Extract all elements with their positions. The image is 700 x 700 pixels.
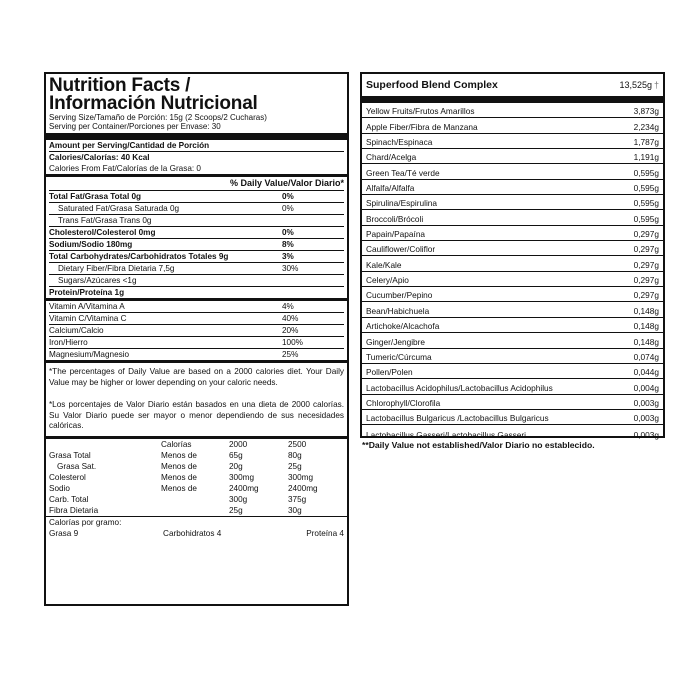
nutrient-name: Sodium/Sodio 180mg	[49, 240, 133, 249]
ingredient-amount: 0,595g	[633, 167, 659, 178]
nutrient-name: Total Fat/Grasa Total 0g	[49, 192, 142, 201]
ingredient-name: Celery/Apio	[366, 275, 409, 286]
protein-row	[49, 287, 344, 298]
ingredient-name: Alfalfa/Alfalfa	[366, 183, 415, 194]
reference-cell: 300g	[229, 494, 248, 504]
ingredient-row	[362, 287, 663, 302]
ingredient-name: Chlorophyll/Clorofila	[366, 397, 441, 408]
protein: Protein/Proteína 1g	[49, 288, 125, 297]
ingredient-row	[362, 364, 663, 379]
footnote-english: *The percentages of Daily Value are based on a 2000 calories diet. Your Daily Value may be higher or lower depending on your caloric needs.	[49, 367, 344, 387]
ingredient-amount: 0,297g	[633, 244, 659, 255]
ingredient-name: Papain/Papaína	[366, 229, 426, 240]
nutrient-name: Dietary Fiber/Fibra Dietaria 7,5g	[58, 264, 175, 273]
vitamin-list	[49, 301, 344, 360]
reference-cell: 375g	[288, 494, 307, 504]
vitamin-name: Iron/Hierro	[49, 338, 88, 347]
vitamin-name: Vitamin A/Vitamina A	[49, 302, 125, 311]
reference-cell: 65g	[229, 450, 243, 460]
amount-per-serving: Amount per Serving/Cantidad de Porción	[49, 141, 210, 150]
vitamin-name: Vitamin C/Vitamina C	[49, 314, 127, 323]
ingredient-row	[362, 410, 663, 425]
nutrient-name: Trans Fat/Grasa Trans 0g	[58, 216, 152, 225]
nutrient-row	[49, 203, 344, 215]
ingredient-amount: 0,595g	[633, 213, 659, 224]
reference-cell: 25g	[229, 505, 243, 515]
ingredient-row	[362, 103, 663, 118]
ingredient-amount: 0,004g	[633, 382, 659, 393]
servings-per-container: Serving per Container/Porciones per Envase: 30	[49, 122, 221, 131]
reference-cell: Colesterol	[49, 472, 86, 482]
calories-per-gram-label: Calorías por gramo:	[49, 517, 122, 527]
ingredient-amount: 0,148g	[633, 305, 659, 316]
ingredient-name: Kale/Kale	[366, 259, 402, 270]
reference-cell: 2000	[229, 439, 248, 449]
reference-cell	[161, 505, 229, 516]
nutrient-value: 3%	[282, 252, 294, 261]
reference-cell: Grasa Sat.	[57, 461, 97, 471]
vitamin-name: Calcium/Calcio	[49, 326, 104, 335]
ingredient-row	[362, 226, 663, 241]
ingredient-row	[362, 195, 663, 210]
ingredient-name: Cauliflower/Coliflor	[366, 244, 436, 255]
nutrient-row	[49, 227, 344, 239]
ingredient-row	[362, 379, 663, 394]
nutrient-row	[49, 275, 344, 287]
ingredient-row	[362, 118, 663, 133]
ingredient-amount: 0,297g	[633, 229, 659, 240]
ingredient-amount: 0,003g	[633, 413, 659, 424]
ingredient-amount: 0,297g	[633, 259, 659, 270]
vitamin-name: Magnesium/Magnesio	[49, 350, 130, 359]
nutrient-row	[49, 251, 344, 263]
nutrient-row	[49, 263, 344, 275]
nutrient-value: 8%	[282, 240, 294, 249]
calories-per-gram-row	[49, 528, 344, 539]
ingredient-row	[362, 302, 663, 317]
ingredient-row	[362, 210, 663, 225]
reference-row	[49, 483, 344, 494]
vitamin-row	[49, 301, 344, 313]
nutrient-value: 30%	[282, 264, 299, 273]
vitamin-value: 25%	[282, 350, 299, 359]
reference-cell: Menos de	[161, 450, 197, 460]
reference-row	[49, 450, 344, 461]
vitamin-row	[49, 325, 344, 337]
ingredient-amount: 0,074g	[633, 351, 659, 362]
serving-size: Serving Size/Tamaño de Porción: 15g (2 Scoops/2 Cucharas)	[49, 113, 267, 122]
ingredient-row	[362, 333, 663, 348]
divider-thick	[46, 133, 347, 140]
reference-cell	[161, 494, 229, 505]
ingredient-name: Lactobacillus Bulgaricus /Lactobacillus Bulgaricus	[366, 413, 549, 424]
ingredient-list	[362, 103, 663, 441]
reference-row	[49, 505, 344, 516]
ingredient-row	[362, 272, 663, 287]
dagger-symbol: †	[653, 80, 659, 90]
carbs-per-gram: Carbohidratos 4	[163, 528, 222, 538]
ingredient-row	[362, 180, 663, 195]
nutrition-facts-panel	[44, 72, 349, 606]
nutrition-facts-title	[49, 77, 344, 113]
reference-cell: 2400mg	[229, 483, 259, 493]
reference-cell: 2500	[288, 439, 307, 449]
daily-value-note: **Daily Value not established/Valor Diario no establecido.	[362, 440, 595, 450]
nutrient-value: 0%	[282, 228, 294, 237]
reference-cell: Calorías	[161, 439, 192, 449]
ingredient-amount: 0,595g	[633, 198, 659, 209]
nutrient-row	[49, 215, 344, 227]
ingredient-name: Lactobacillus Acidophilus/Lactobacillus Acidophilus	[366, 382, 553, 393]
title-line-2: Información Nutricional	[49, 93, 258, 114]
ingredient-amount: 0,297g	[633, 275, 659, 286]
ingredient-amount: 0,297g	[633, 290, 659, 301]
ingredient-name: Green Tea/Té verde	[366, 167, 440, 178]
nutrient-value	[282, 275, 344, 286]
nutrient-value	[282, 215, 344, 226]
calories-row	[49, 152, 344, 163]
nutrient-value: 0%	[282, 204, 294, 213]
ingredient-name: Apple Fiber/Fibra de Manzana	[366, 121, 478, 132]
ingredient-amount: 0,003g	[633, 429, 659, 440]
ingredient-name: Broccoli/Brócoli	[366, 213, 424, 224]
superfood-blend-title: Superfood Blend Complex	[366, 79, 498, 91]
amount-per-serving-row	[49, 140, 344, 152]
ingredient-name: Artichoke/Alcachofa	[366, 321, 440, 332]
reference-cell: Menos de	[161, 483, 197, 493]
vitamin-value: 40%	[282, 314, 299, 323]
ingredient-amount: 0,148g	[633, 321, 659, 332]
nutrient-name: Sugars/Azúcares <1g	[58, 276, 137, 285]
protein-per-gram: Proteína 4	[306, 528, 344, 538]
ingredient-row	[362, 164, 663, 179]
ingredient-amount: 1,191g	[633, 152, 659, 163]
superfood-blend-panel	[360, 72, 665, 438]
nutrient-name: Saturated Fat/Grasa Saturada 0g	[58, 204, 180, 213]
ingredient-name: Tumeric/Cúrcuma	[366, 351, 432, 362]
vitamin-row	[49, 349, 344, 360]
vitamin-row	[49, 313, 344, 325]
ingredient-row	[362, 395, 663, 410]
fat-per-gram: Grasa 9	[49, 528, 79, 538]
nutrient-row	[49, 191, 344, 203]
ingredient-amount: 0,148g	[633, 336, 659, 347]
nutrient-list	[49, 191, 344, 287]
ingredient-row	[362, 318, 663, 333]
ingredient-row	[362, 134, 663, 149]
reference-cell: 2400mg	[288, 483, 318, 493]
reference-cell: Carb. Total	[49, 494, 89, 504]
ingredient-name: Bean/Habichuela	[366, 305, 430, 316]
nutrient-name: Cholesterol/Colesterol 0mg	[49, 228, 156, 237]
ingredient-amount: 0,595g	[633, 183, 659, 194]
ingredient-name: Spirulina/Espirulina	[366, 198, 438, 209]
vitamin-value: 20%	[282, 326, 299, 335]
ingredient-name: Ginger/Jengibre	[366, 336, 426, 347]
ingredient-name: Pollen/Polen	[366, 367, 413, 378]
reference-cell: Sodio	[49, 483, 70, 493]
reference-cell: 80g	[288, 450, 302, 460]
vitamin-value: 100%	[282, 338, 303, 347]
ingredient-name: Cucumber/Pepino	[366, 290, 433, 301]
ingredient-amount: 2,234g	[633, 121, 659, 132]
reference-cell: 300mg	[288, 472, 314, 482]
reference-cell: 20g	[229, 461, 243, 471]
reference-row	[49, 461, 344, 472]
ingredient-amount: 0,003g	[633, 397, 659, 408]
reference-cell: Fibra Dietaria	[49, 505, 99, 515]
reference-cell: 25g	[288, 461, 302, 471]
reference-cell: Grasa Total	[49, 450, 91, 460]
ingredient-name: Chard/Acelga	[366, 152, 417, 163]
nutrient-row	[49, 239, 344, 251]
calories-from-fat: Calories From Fat/Calorías de la Grasa: 0	[49, 164, 201, 173]
ingredient-row	[362, 256, 663, 271]
vitamin-row	[49, 337, 344, 349]
nutrient-name: Total Carbohydrates/Carbohidratos Totales 9g	[49, 252, 229, 261]
reference-cell: Menos de	[161, 461, 197, 471]
daily-value-header: % Daily Value/Valor Diario*	[49, 177, 344, 191]
ingredient-name: Lactobacillus Gasseri/Lactobacillus Gasseri	[366, 429, 527, 440]
ingredient-amount: 3,873g	[633, 106, 659, 117]
superfood-blend-total: 13,525g	[619, 80, 652, 90]
title-line-1: Nutrition Facts /	[49, 75, 191, 96]
ingredient-row	[362, 241, 663, 256]
superfood-blend-header	[362, 74, 663, 103]
reference-cell: 30g	[288, 505, 302, 515]
vitamin-value: 4%	[282, 302, 294, 311]
ingredient-row	[362, 149, 663, 164]
ingredient-amount: 0,044g	[633, 367, 659, 378]
nutrient-value: 0%	[282, 192, 294, 201]
ingredient-row	[362, 425, 663, 440]
ingredient-name: Yellow Fruits/Frutos Amarillos	[366, 106, 475, 117]
calories: Calories/Calorías: 40 Kcal	[49, 153, 150, 162]
ingredient-row	[362, 349, 663, 364]
superfood-blend-total-wrap	[619, 80, 659, 90]
footnote-spanish: *Los porcentajes de Valor Diario están basados en una dieta de 2000 calorías. Su Valor Diario puede ser mayor o menor dependiendo de sus necesidades calóricas.	[49, 400, 344, 430]
calories-from-fat-row	[49, 163, 344, 174]
ingredient-name: Spinach/Espinaca	[366, 137, 433, 148]
reference-header-row	[49, 439, 344, 450]
reference-row	[49, 472, 344, 483]
ingredient-amount: 1,787g	[633, 137, 659, 148]
reference-cell: 300mg	[229, 472, 255, 482]
reference-cell	[49, 439, 161, 450]
reference-table	[49, 439, 344, 516]
reference-cell: Menos de	[161, 472, 197, 482]
reference-row	[49, 494, 344, 505]
